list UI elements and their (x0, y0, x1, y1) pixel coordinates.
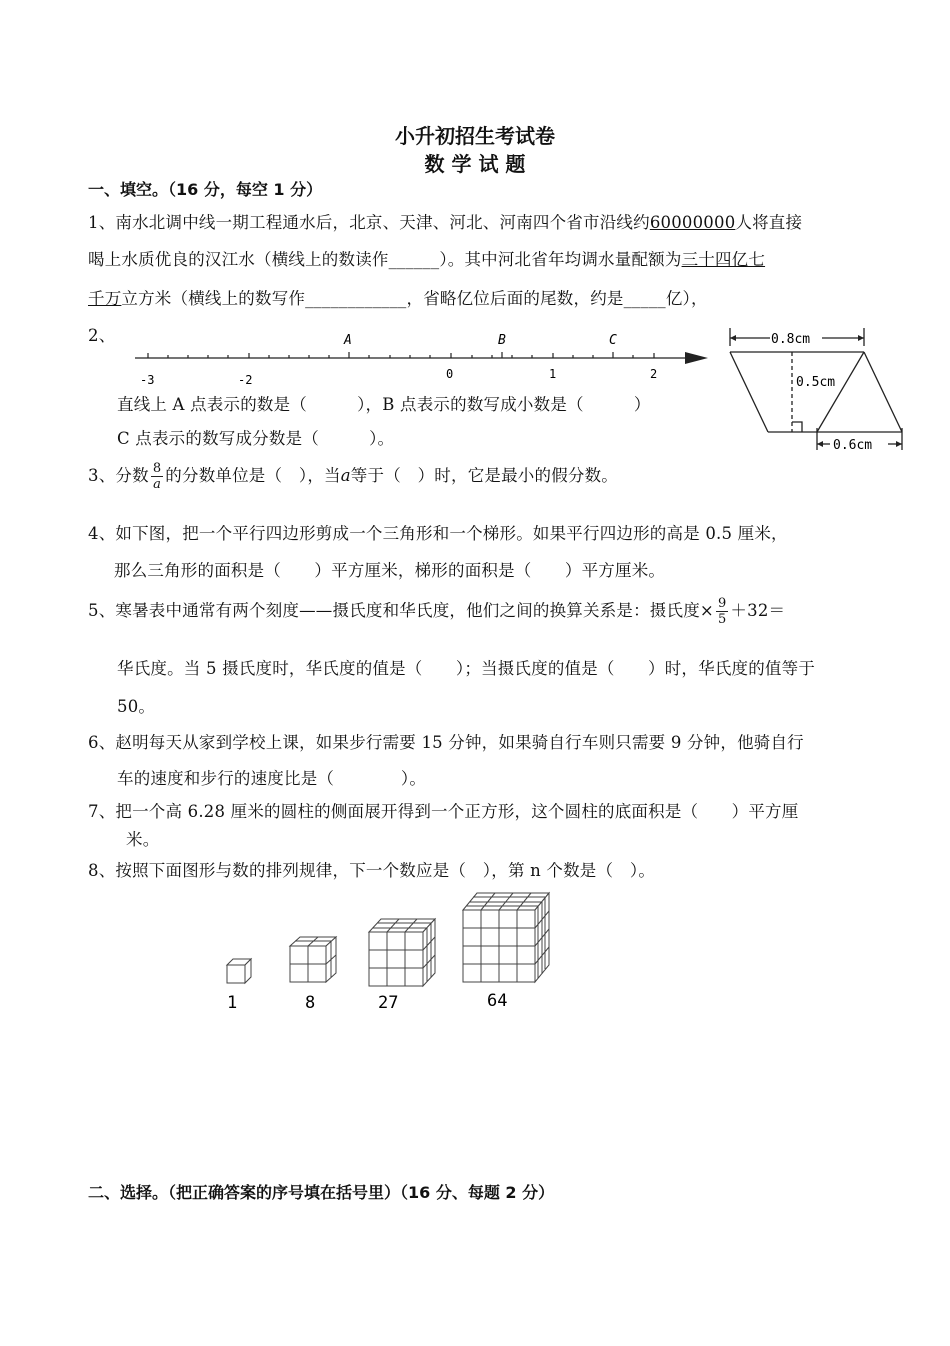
q3-text-a: 3、分数 (88, 466, 149, 485)
question-5-line-3: 50。 (117, 697, 156, 716)
q3-fraction (151, 461, 163, 492)
question-7-line-1: 7、把一个高 6.28 厘米的圆柱的侧面展开得到一个正方形，这个圆柱的底面积是（ ）平方厘 (88, 802, 799, 821)
question-1-line-2 (88, 246, 765, 270)
q1-line3-b: 立方米（横线上的数写作____________，省略亿位后面的尾数，约是_____亿）， (121, 289, 708, 308)
page-title: 小升初招生考试卷 (395, 124, 555, 148)
point-label-b: B (498, 333, 506, 348)
q1-underlined-amount: 三十四亿七 (681, 250, 766, 269)
cube-label-8: 8 (305, 993, 316, 1013)
q3-text-d: 等于（ ）时，它是最小的假分数。 (350, 466, 618, 485)
question-5-line-1 (88, 596, 785, 627)
section-1-heading: 一、填空。（16 分，每空 1 分） (88, 180, 323, 199)
axis-label-neg3: -3 (140, 373, 155, 387)
question-1-line-3 (88, 285, 708, 309)
axis-label-neg2: -2 (238, 373, 253, 387)
q3-var: a (340, 466, 351, 485)
question-2-line-2: C 点表示的数写成分数是（ ）。 (117, 429, 395, 448)
label-bottom-width: 0.6cm (833, 438, 873, 453)
question-1-line-1 (88, 209, 802, 233)
q3-text-b: 的分数单位是（ ），当 (165, 466, 341, 485)
question-2-line-1: 直线上 A 点表示的数是（ ），B 点表示的数写成小数是（ ） (117, 395, 651, 414)
q5-text-a: 5、寒暑表中通常有两个刻度——摄氏度和华氏度，他们之间的换算关系是：摄氏度× (88, 601, 714, 620)
question-6-line-2: 车的速度和步行的速度比是（ ）。 (117, 769, 427, 788)
q5-text-b: ＋32＝ (730, 601, 786, 620)
q1-text-a: 1、南水北调中线一期工程通水后，北京、天津、河北、河南四个省市沿线约 (88, 213, 650, 232)
q3-fraction-den: a (153, 477, 162, 492)
question-3 (88, 461, 618, 492)
question-5-line-2: 华氏度。当 5 摄氏度时，华氏度的值是（ ）；当摄氏度的值是（ ）时，华氏度的值等于 (117, 659, 816, 678)
cubes-figure (215, 885, 575, 1015)
q1-text-c: 人将直接 (735, 213, 803, 232)
question-2-number: 2、 (88, 326, 116, 345)
axis-label-0: 0 (446, 367, 454, 381)
question-4-line-1: 4、如下图，把一个平行四边形剪成一个三角形和一个梯形。如果平行四边形的高是 0.5 厘米， (88, 524, 788, 543)
point-label-a: A (344, 333, 352, 348)
number-line (130, 328, 720, 390)
parallelogram-figure (722, 322, 912, 457)
question-4-line-2: 那么三角形的面积是（ ）平方厘米，梯形的面积是（ ）平方厘米。 (114, 561, 666, 580)
q3-fraction-num: 8 (152, 461, 162, 476)
section-2-heading: 二、选择。（把正确答案的序号填在括号里）（16 分、每题 2 分） (88, 1183, 555, 1202)
q1-line2-a: 喝上水质优良的汉江水（横线上的数读作 (88, 250, 389, 269)
q1-number: 60000000 (649, 213, 736, 232)
q5-fraction-den: 5 (717, 612, 727, 627)
label-top-width: 0.8cm (771, 332, 811, 347)
q5-fraction (716, 596, 728, 627)
question-6-line-1: 6、赵明每天从家到学校上课，如果步行需要 15 分钟，如果骑自行车则只需要 9 分钟，他骑自行 (88, 733, 804, 752)
q1-line2-c: ）。其中河北省年均调水量配额为 (439, 250, 682, 269)
cube-label-64: 64 (487, 991, 508, 1011)
axis-label-1: 1 (549, 367, 557, 381)
q5-fraction-num: 9 (717, 596, 727, 611)
point-label-c: C (609, 333, 617, 348)
question-7-line-2: 米。 (126, 830, 160, 849)
cube-label-1: 1 (227, 993, 238, 1013)
page-subtitle: 数 学 试 题 (424, 152, 526, 176)
q1-blank: ______ (388, 250, 440, 269)
axis-label-2: 2 (650, 367, 658, 381)
question-8-line-1: 8、按照下面图形与数的排列规律，下一个数应是（ ），第 n 个数是（ ）。 (88, 861, 656, 880)
q1-underlined-amount-end: 千万 (88, 289, 122, 308)
cube-label-27: 27 (378, 993, 399, 1013)
label-height: 0.5cm (796, 375, 836, 390)
